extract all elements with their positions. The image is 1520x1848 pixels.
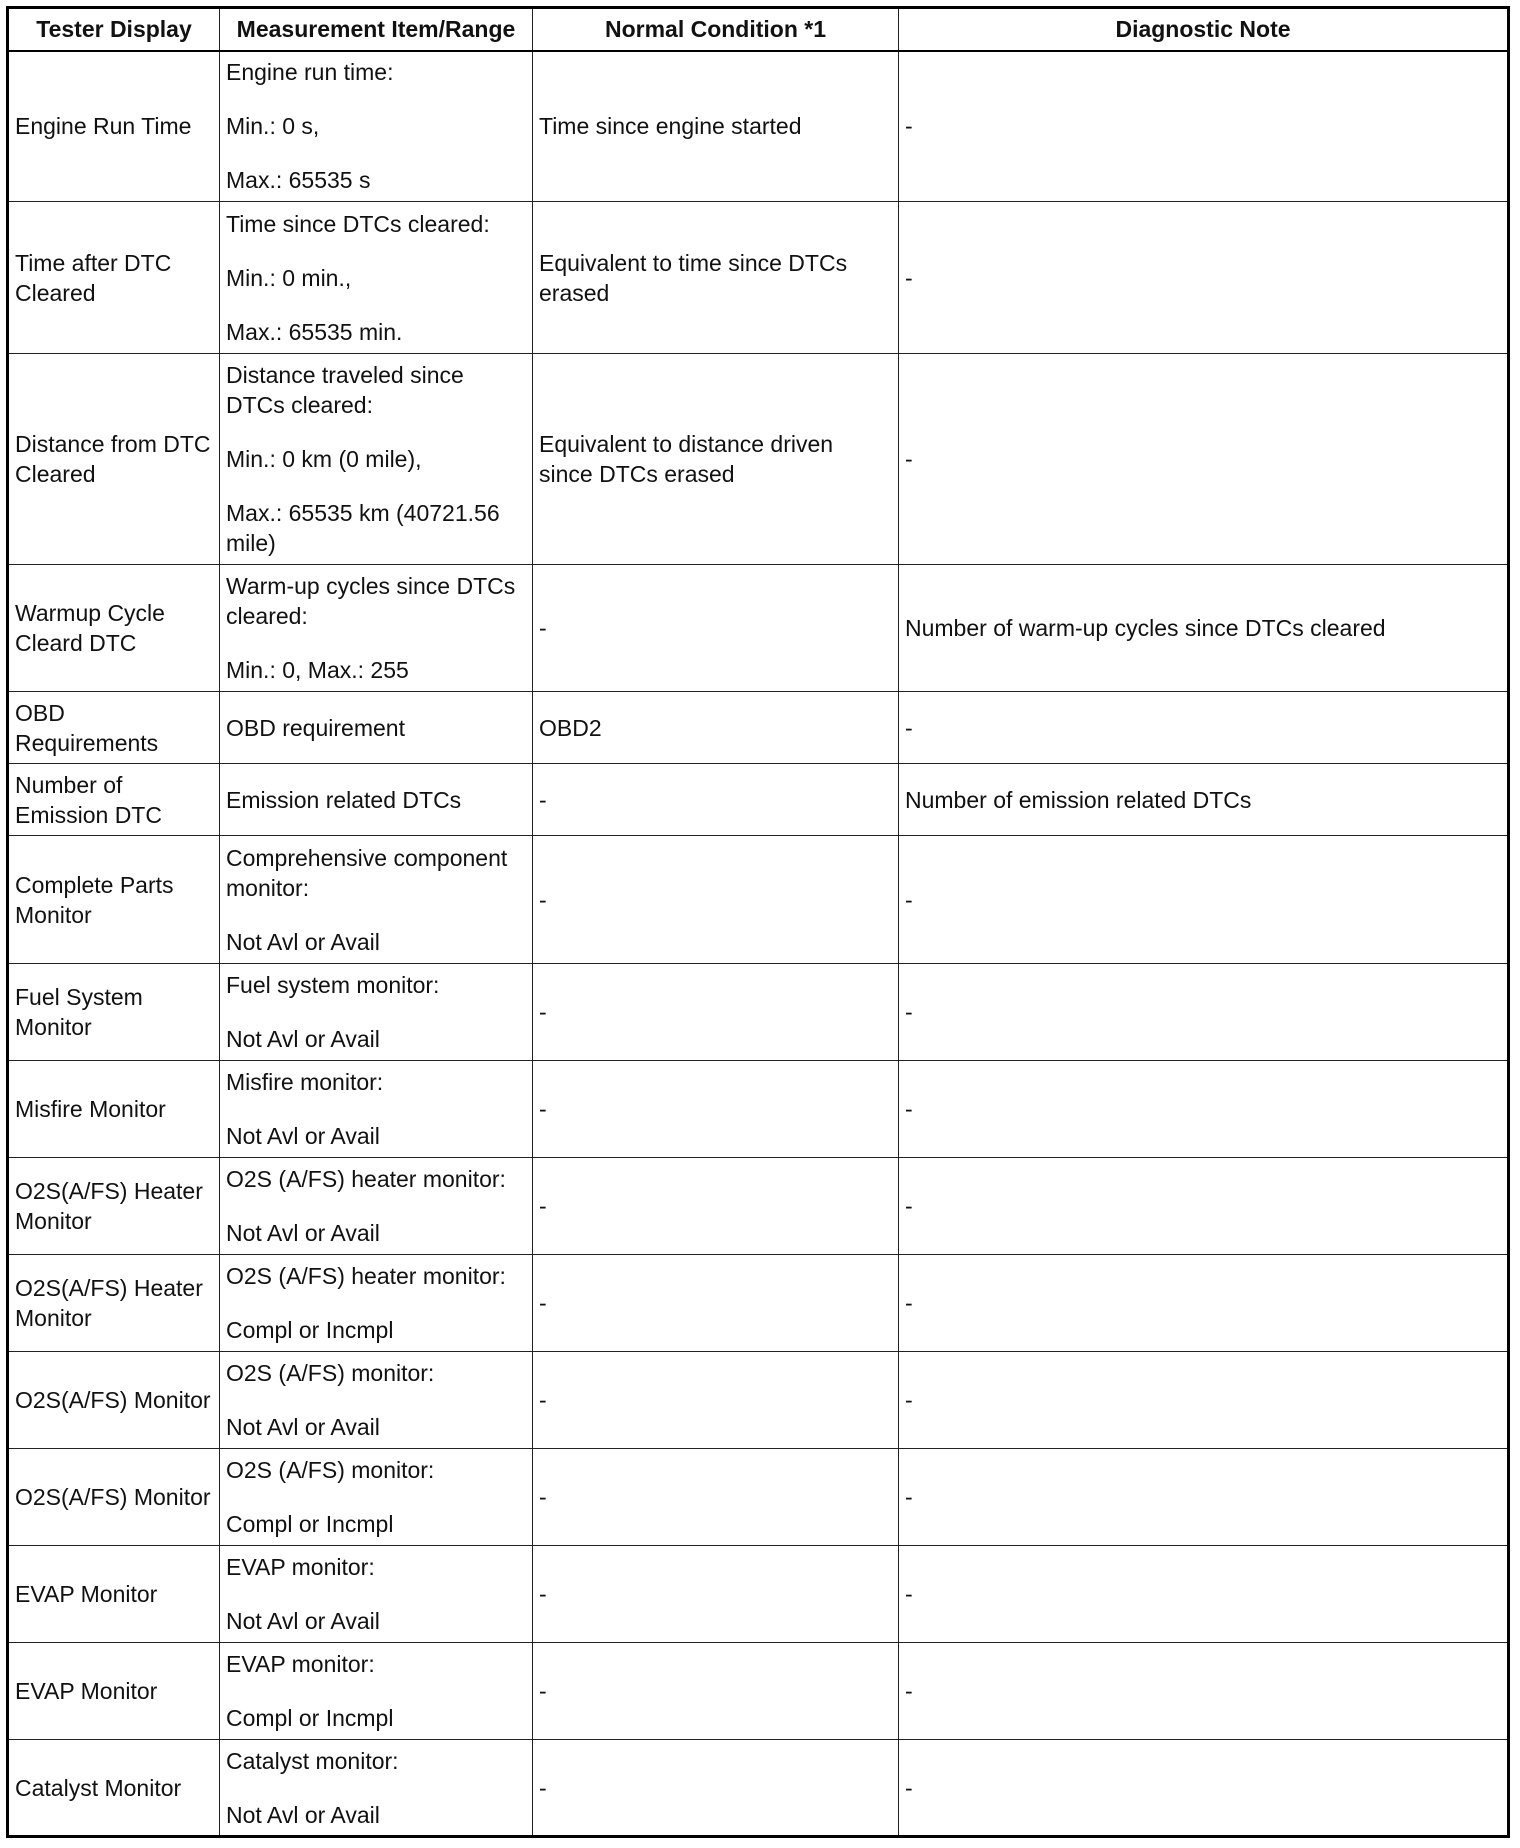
measurement-line: Warm-up cycles since DTCs cleared:: [226, 573, 516, 629]
cell-normal-condition: Time since engine started: [533, 51, 899, 202]
cell-measurement: [220, 836, 533, 964]
cell-diagnostic-note: -: [899, 1546, 1509, 1643]
cell-diagnostic-note: -: [899, 1061, 1509, 1158]
cell-measurement: [220, 1546, 533, 1643]
cell-normal-condition: -: [533, 1061, 899, 1158]
header-measurement-item: Measurement Item/Range: [220, 8, 533, 51]
measurement-line: Not Avl or Avail: [226, 1414, 380, 1440]
cell-diagnostic-note: -: [899, 1449, 1509, 1546]
cell-tester-display: OBD Requirements: [8, 692, 220, 764]
cell-measurement: [220, 1740, 533, 1837]
table-row: [8, 354, 1509, 565]
measurement-line: Min.: 0 min.,: [226, 264, 352, 291]
header-normal-condition: Normal Condition *1: [533, 8, 899, 51]
cell-tester-display: Complete Parts Monitor: [8, 836, 220, 964]
measurement-line: Comprehensive component monitor:: [226, 844, 508, 901]
measurement-line: Compl or Incmpl: [226, 1705, 394, 1731]
cell-normal-condition: -: [533, 764, 899, 836]
cell-diagnostic-note: -: [899, 202, 1509, 354]
cell-normal-condition: -: [533, 1546, 899, 1643]
cell-diagnostic-note: -: [899, 1352, 1509, 1449]
measurement-line: Max.: 65535 s: [226, 167, 371, 194]
measurement-line: Compl or Incmpl: [226, 1317, 394, 1343]
cell-normal-condition: Equivalent to distance driven since DTCs erased: [533, 354, 899, 565]
cell-measurement: Emission related DTCs: [220, 764, 533, 836]
cell-tester-display: Engine Run Time: [8, 51, 220, 202]
measurement-line: EVAP monitor:: [226, 1651, 375, 1677]
cell-normal-condition: OBD2: [533, 692, 899, 764]
cell-measurement: [220, 354, 533, 565]
cell-tester-display: Distance from DTC Cleared: [8, 354, 220, 565]
measurement-line: Max.: 65535 km (40721.56 mile): [226, 500, 500, 556]
table-row: [8, 836, 1509, 964]
cell-diagnostic-note: -: [899, 836, 1509, 964]
measurement-line: Not Avl or Avail: [226, 1026, 380, 1052]
measurement-line: Fuel system monitor:: [226, 972, 440, 998]
cell-normal-condition: -: [533, 1740, 899, 1837]
tester-data-table: [6, 6, 1510, 1838]
cell-measurement: [220, 51, 533, 202]
cell-diagnostic-note: -: [899, 1158, 1509, 1255]
measurement-line: Min.: 0 s,: [226, 113, 320, 140]
measurement-line: Min.: 0, Max.: 255: [226, 657, 409, 683]
measurement-line: O2S (A/FS) heater monitor:: [226, 1263, 506, 1289]
table-row: [8, 764, 1509, 836]
cell-normal-condition: Equivalent to time since DTCs erased: [533, 202, 899, 354]
table-row: [8, 1740, 1509, 1837]
table-row: [8, 565, 1509, 692]
cell-diagnostic-note: -: [899, 692, 1509, 764]
cell-diagnostic-note: -: [899, 1255, 1509, 1352]
measurement-line: O2S (A/FS) monitor:: [226, 1457, 435, 1483]
header-tester-display: Tester Display: [8, 8, 220, 51]
cell-diagnostic-note: -: [899, 1643, 1509, 1740]
table-row: [8, 1449, 1509, 1546]
cell-diagnostic-note: -: [899, 1740, 1509, 1837]
cell-measurement: OBD requirement: [220, 692, 533, 764]
cell-tester-display: Fuel System Monitor: [8, 964, 220, 1061]
measurement-line: Engine run time:: [226, 59, 394, 86]
cell-tester-display: Misfire Monitor: [8, 1061, 220, 1158]
cell-measurement: [220, 1061, 533, 1158]
cell-normal-condition: -: [533, 1449, 899, 1546]
cell-measurement: [220, 1449, 533, 1546]
measurement-line: Not Avl or Avail: [226, 1123, 380, 1149]
cell-tester-display: O2S(A/FS) Monitor: [8, 1352, 220, 1449]
table-row: [8, 1643, 1509, 1740]
measurement-line: Not Avl or Avail: [226, 1608, 380, 1634]
cell-measurement: [220, 1352, 533, 1449]
measurement-line: O2S (A/FS) monitor:: [226, 1360, 435, 1386]
table-row: [8, 1158, 1509, 1255]
table-row: [8, 1352, 1509, 1449]
cell-tester-display: Number of Emission DTC: [8, 764, 220, 836]
table-row: [8, 1546, 1509, 1643]
cell-tester-display: Catalyst Monitor: [8, 1740, 220, 1837]
measurement-line: Max.: 65535 min.: [226, 318, 403, 345]
measurement-line: O2S (A/FS) heater monitor:: [226, 1166, 506, 1192]
cell-measurement: [220, 1643, 533, 1740]
cell-normal-condition: -: [533, 565, 899, 692]
table-row: [8, 51, 1509, 202]
table-header-row: [8, 8, 1509, 51]
cell-normal-condition: -: [533, 1255, 899, 1352]
cell-diagnostic-note: Number of warm-up cycles since DTCs cleared: [899, 565, 1509, 692]
measurement-line: Compl or Incmpl: [226, 1511, 394, 1537]
table-row: [8, 964, 1509, 1061]
table-row: [8, 1255, 1509, 1352]
measurement-line: Min.: 0 km (0 mile),: [226, 446, 422, 472]
table-row: [8, 692, 1509, 764]
header-diagnostic-note: Diagnostic Note: [899, 8, 1509, 51]
cell-measurement: [220, 1158, 533, 1255]
measurement-line: Time since DTCs cleared:: [226, 210, 490, 237]
cell-measurement: [220, 1255, 533, 1352]
cell-tester-display: O2S(A/FS) Heater Monitor: [8, 1158, 220, 1255]
measurement-line: Catalyst monitor:: [226, 1747, 399, 1774]
table-row: [8, 1061, 1509, 1158]
cell-normal-condition: -: [533, 836, 899, 964]
cell-tester-display: EVAP Monitor: [8, 1546, 220, 1643]
cell-measurement: [220, 202, 533, 354]
measurement-line: Misfire monitor:: [226, 1069, 384, 1095]
measurement-line: Not Avl or Avail: [226, 928, 380, 955]
cell-tester-display: O2S(A/FS) Monitor: [8, 1449, 220, 1546]
cell-measurement: [220, 565, 533, 692]
measurement-line: Not Avl or Avail: [226, 1801, 380, 1828]
cell-diagnostic-note: -: [899, 354, 1509, 565]
cell-diagnostic-note: Number of emission related DTCs: [899, 764, 1509, 836]
cell-diagnostic-note: -: [899, 51, 1509, 202]
cell-tester-display: Warmup Cycle Cleard DTC: [8, 565, 220, 692]
cell-normal-condition: -: [533, 964, 899, 1061]
cell-normal-condition: -: [533, 1352, 899, 1449]
measurement-line: Distance traveled since DTCs cleared:: [226, 362, 464, 418]
cell-normal-condition: -: [533, 1158, 899, 1255]
cell-tester-display: Time after DTC Cleared: [8, 202, 220, 354]
measurement-line: EVAP monitor:: [226, 1554, 375, 1580]
cell-tester-display: EVAP Monitor: [8, 1643, 220, 1740]
table-row: [8, 202, 1509, 354]
cell-normal-condition: -: [533, 1643, 899, 1740]
cell-tester-display: O2S(A/FS) Heater Monitor: [8, 1255, 220, 1352]
cell-diagnostic-note: -: [899, 964, 1509, 1061]
cell-measurement: [220, 964, 533, 1061]
measurement-line: Not Avl or Avail: [226, 1220, 380, 1246]
